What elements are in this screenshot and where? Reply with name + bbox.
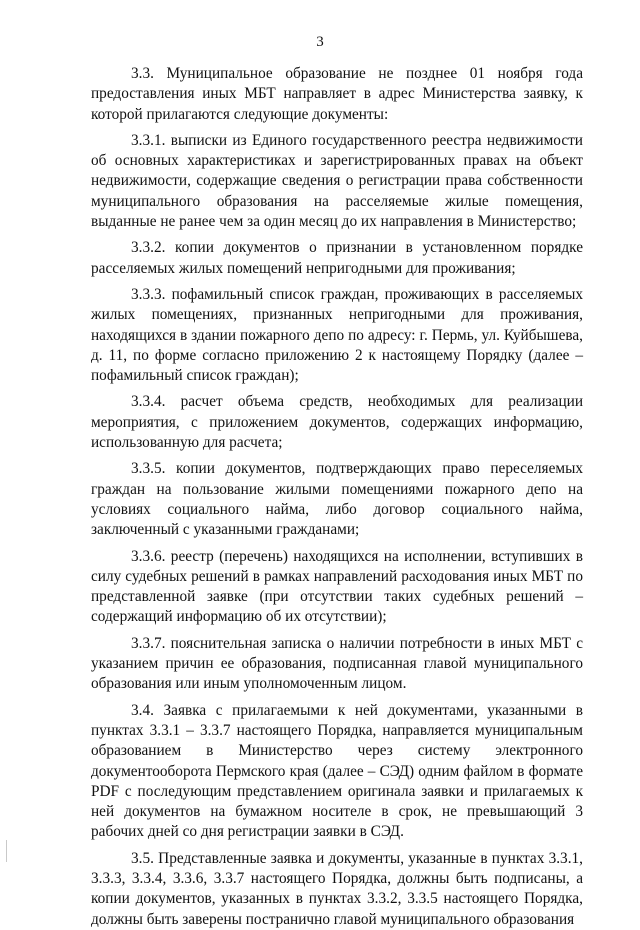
paragraph-3-3-1: 3.3.1. выписки из Единого государственного реестра недвижимости об основных характеристиках и зарегистрированных правах на объект недвижимости, содержащие сведения о регистрации права собственности муниципального образования на расселяемые жилые помещения, выданные не ранее чем за один месяц до их направления в Министерство; <box>91 131 583 231</box>
paragraph-3-3-4: 3.3.4. расчет объема средств, необходимых для реализации мероприятия, с приложением документов, содержащих информацию, использованную для расчета; <box>91 393 583 452</box>
page-number: 3 <box>316 34 324 50</box>
paragraph-3-3-3: 3.3.3. пофамильный список граждан, проживающих в расселяемых жилых помещениях, признанных непригодными для проживания, находящихся в здании пожарного депо по адресу: г. Пермь, ул. Куйбышева, д. 11, по форме согласно приложению 2 к настоящему Порядку (далее – пофамильный список граждан); <box>91 285 583 385</box>
paragraph-3-3: 3.3. Муниципальное образование не позднее 01 ноября года предоставления иных МБТ направляет в адрес Министерства заявку, к которой прилагаются следующие документы: <box>91 65 583 123</box>
paragraph-3-4: 3.4. Заявка с прилагаемыми к ней документами, указанными в пунктах 3.3.1 – 3.3.7 настоящего Порядка, направляется муниципальным образованием в Министерство через систему электронного документооборота Пермского края (далее – СЭД) одним файлом в формате PDF с последующим представлением оригинала заявки и прилагаемых к ней документов на бумажном носителе в срок, не превышающий 3 рабочих дней со дня регистрации заявки в СЭД. <box>91 701 583 841</box>
paragraph-3-5: 3.5. Представленные заявка и документы, указанные в пунктах 3.3.1, 3.3.3, 3.3.4, 3.3.6, 3.3.7 настоящего Порядка, должны быть подписаны, а копии документов, указанных в пунктах 3.3.2, 3.3.5 настоящего Порядка, должны быть заверены постранично главой муниципального образования <box>91 849 583 928</box>
document-body <box>91 64 583 930</box>
paragraph-3-3-6: 3.3.6. реестр (перечень) находящихся на исполнении, вступивших в силу судебных решений в рамках направлений расходования иных МБТ по представленной заявке (при отсутствии таких судебных решений – содержащий информацию об их отсутствии); <box>91 547 583 626</box>
paragraph-3-3-7: 3.3.7. пояснительная записка о наличии потребности в иных МБТ с указанием причин ее образования, подписанная главой муниципального образования или иным уполномоченным лицом. <box>91 634 583 693</box>
paragraph-3-3-5: 3.3.5. копии документов, подтверждающих право переселяемых граждан на пользование жилыми помещениями пожарного депо на условиях социального найма, либо договор социального найма, заключенный с указанными гражданами; <box>91 460 583 539</box>
scan-edge-mark <box>6 840 7 862</box>
paragraph-3-3-2: 3.3.2. копии документов о признании в установленном порядке расселяемых жилых помещений непригодными для проживания; <box>91 239 583 277</box>
